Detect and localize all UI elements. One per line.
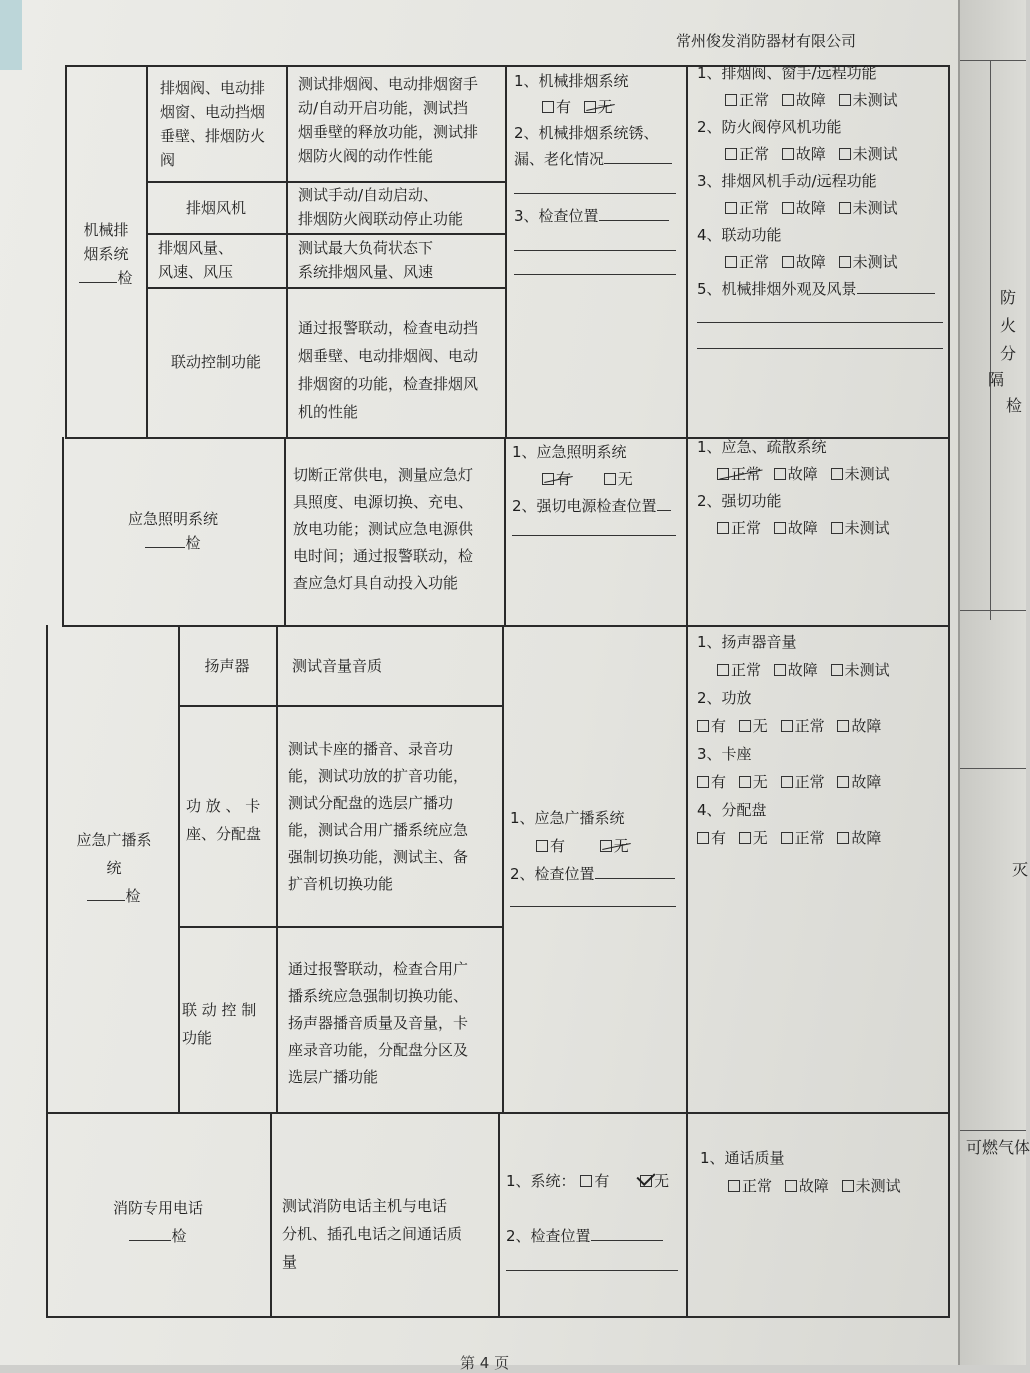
checkbox-no[interactable] [739,832,751,844]
smoke-item-content: 通过报警联动，检查电动挡 烟垂壁、电动排烟阀、电动 排烟窗的功能，检查排烟风 机的性能 [298,319,479,421]
checkbox-yes[interactable] [536,840,548,852]
smoke-item-content: 测试手动/自动启动、 排烟防火阀联动停止功能 [298,186,464,228]
phone-result: 1、通话质量 正常 故障 未测试 [700,1149,901,1195]
checkbox-not-tested[interactable] [839,148,851,160]
adjacent-char: 隔 [988,370,1005,389]
checkbox-fault[interactable] [774,468,786,480]
lighting-content: 切断正常供电，测量应急灯 具照度、电源切换、充电、 放电功能；测试应急电源供 电时间；通过报警联动，检 查应急灯具自动投入功能 [293,466,474,592]
checkbox-fault[interactable] [782,94,794,106]
checkbox-no[interactable] [739,720,751,732]
lighting-check: 1、应急照明系统 有 无 2、强切电源检查位置 [512,439,684,520]
smoke-item-name: 排烟阀、电动排 烟窗、电动挡烟 垂壁、排烟防火 阀 [160,79,266,169]
checkbox-normal[interactable] [781,776,793,788]
checkbox-yes[interactable] [542,101,554,113]
smoke-result: 1、排烟阀、窗手/远程功能 正常 故障 未测试 2、防火阀停风机功能 正常 故障 未测试 3、排烟风机手动/远程功能 正常 故障 未测试 4、联动功能 正常 故障 未测试 5、机械排烟外观及风景 [697,60,947,303]
broadcast-item-content: 测试音量音质 [292,657,383,675]
checkbox-not-tested[interactable] [831,664,843,676]
phone-system-name: 消防专用电话 检 [112,1199,203,1245]
checkbox-no[interactable] [584,101,596,113]
broadcast-result: 1、扬声器音量 正常 故障 未测试 2、功放 有 无 正常 故障 3、卡座 有 无 正常 故障 4、分配盘 有 无 正常 故障 [697,633,890,847]
checkbox-normal[interactable] [725,148,737,160]
checkbox-yes[interactable] [697,832,709,844]
smoke-system-name: 机械排 烟系统 检 [66,218,146,290]
adjacent-char: 防 [1000,288,1017,307]
broadcast-item-name: 扬声器 [204,657,250,675]
checkbox-fault[interactable] [774,522,786,534]
checkbox-normal[interactable] [725,202,737,214]
smoke-item-name: 排烟风量、 风速、风压 [158,239,234,281]
checkbox-normal[interactable] [725,94,737,106]
smoke-check-position: 3、检查位置 [514,204,684,228]
adjacent-page [958,0,1030,1365]
checkbox-yes[interactable] [580,1175,592,1187]
checkbox-fault[interactable] [782,148,794,160]
checkbox-no[interactable] [600,840,612,852]
checkbox-not-tested[interactable] [839,202,851,214]
broadcast-item-name: 功 放 、 卡 座、分配盘 [186,797,262,843]
checkbox-no[interactable] [640,1175,652,1187]
lighting-result: 1、应急、疏散系统 正常 故障 未测试 2、强切功能 正常 故障 未测试 [697,438,890,537]
checkbox-not-tested[interactable] [839,256,851,268]
adjacent-char: 火 [1000,316,1017,335]
checkbox-normal[interactable] [717,664,729,676]
smoke-check: 1、机械排烟系统 有 无 2、机械排烟系统锈、 漏、老化情况 [514,68,684,172]
broadcast-check: 1、应急广播系统 有 无 2、检查位置 [510,804,684,888]
checkbox-yes[interactable] [697,776,709,788]
checkbox-fault[interactable] [782,256,794,268]
checkbox-not-tested[interactable] [831,468,843,480]
phone-check: 1、系统： 有 无 [506,1172,670,1190]
checkbox-normal[interactable] [781,720,793,732]
phone-content: 测试消防电话主机与电话 分机、插孔电话之间通话质 量 [282,1197,463,1271]
checkbox-fault[interactable] [782,202,794,214]
checkbox-fault[interactable] [837,832,849,844]
checkbox-fault[interactable] [837,720,849,732]
checkbox-not-tested[interactable] [831,522,843,534]
checkbox-fault[interactable] [837,776,849,788]
checkbox-fault[interactable] [774,664,786,676]
checkbox-yes[interactable] [542,473,554,485]
lighting-system-name: 应急照明系统 检 [127,510,218,552]
checkbox-not-tested[interactable] [839,94,851,106]
smoke-item-name: 排烟风机 [185,199,246,217]
smoke-item-name: 联动控制功能 [170,353,261,371]
background-edge [0,0,22,70]
adjacent-label: 可燃气体 [966,1138,1030,1157]
broadcast-item-name: 联 动 控 制 功能 [182,1001,257,1047]
adjacent-char: 灭 [1012,860,1029,879]
adjacent-char: 分 [1000,344,1017,363]
checkbox-normal[interactable] [781,832,793,844]
page-number: 第 4 页 [460,1354,510,1372]
checkbox-normal[interactable] [717,522,729,534]
checkbox-no[interactable] [739,776,751,788]
checkbox-fault[interactable] [785,1180,797,1192]
phone-check-position: 2、检查位置 [506,1224,686,1248]
broadcast-item-content: 通过报警联动，检查合用广 播系统应急强制切换功能、 扬声器播音质量及音量，卡 座录音功能，分配盘分区及 选层广播功能 [288,960,469,1086]
checkbox-not-tested[interactable] [842,1180,854,1192]
checkbox-yes[interactable] [697,720,709,732]
broadcast-system-name: 应急广播系 统 检 [76,831,152,905]
adjacent-check-suffix: 检 [1006,396,1023,415]
checkbox-normal[interactable] [728,1180,740,1192]
checkbox-normal[interactable] [725,256,737,268]
broadcast-item-content: 测试卡座的播音、录音功 能，测试功放的扩音功能， 测试分配盘的选层广播功 能，测试合用广播系统应急 强制切换功能，测试主、备 扩音机切换功能 [288,740,469,893]
smoke-item-content: 测试最大负荷状态下 系统排烟风量、风速 [298,239,434,281]
smoke-item-content: 测试排烟阀、电动排烟窗手 动/自动开启功能，测试挡 烟垂壁的释放功能，测试排 烟防火阀的动作性能 [298,75,479,165]
company-header: 常州俊发消防器材有限公司 [676,32,857,50]
checkbox-no[interactable] [604,473,616,485]
